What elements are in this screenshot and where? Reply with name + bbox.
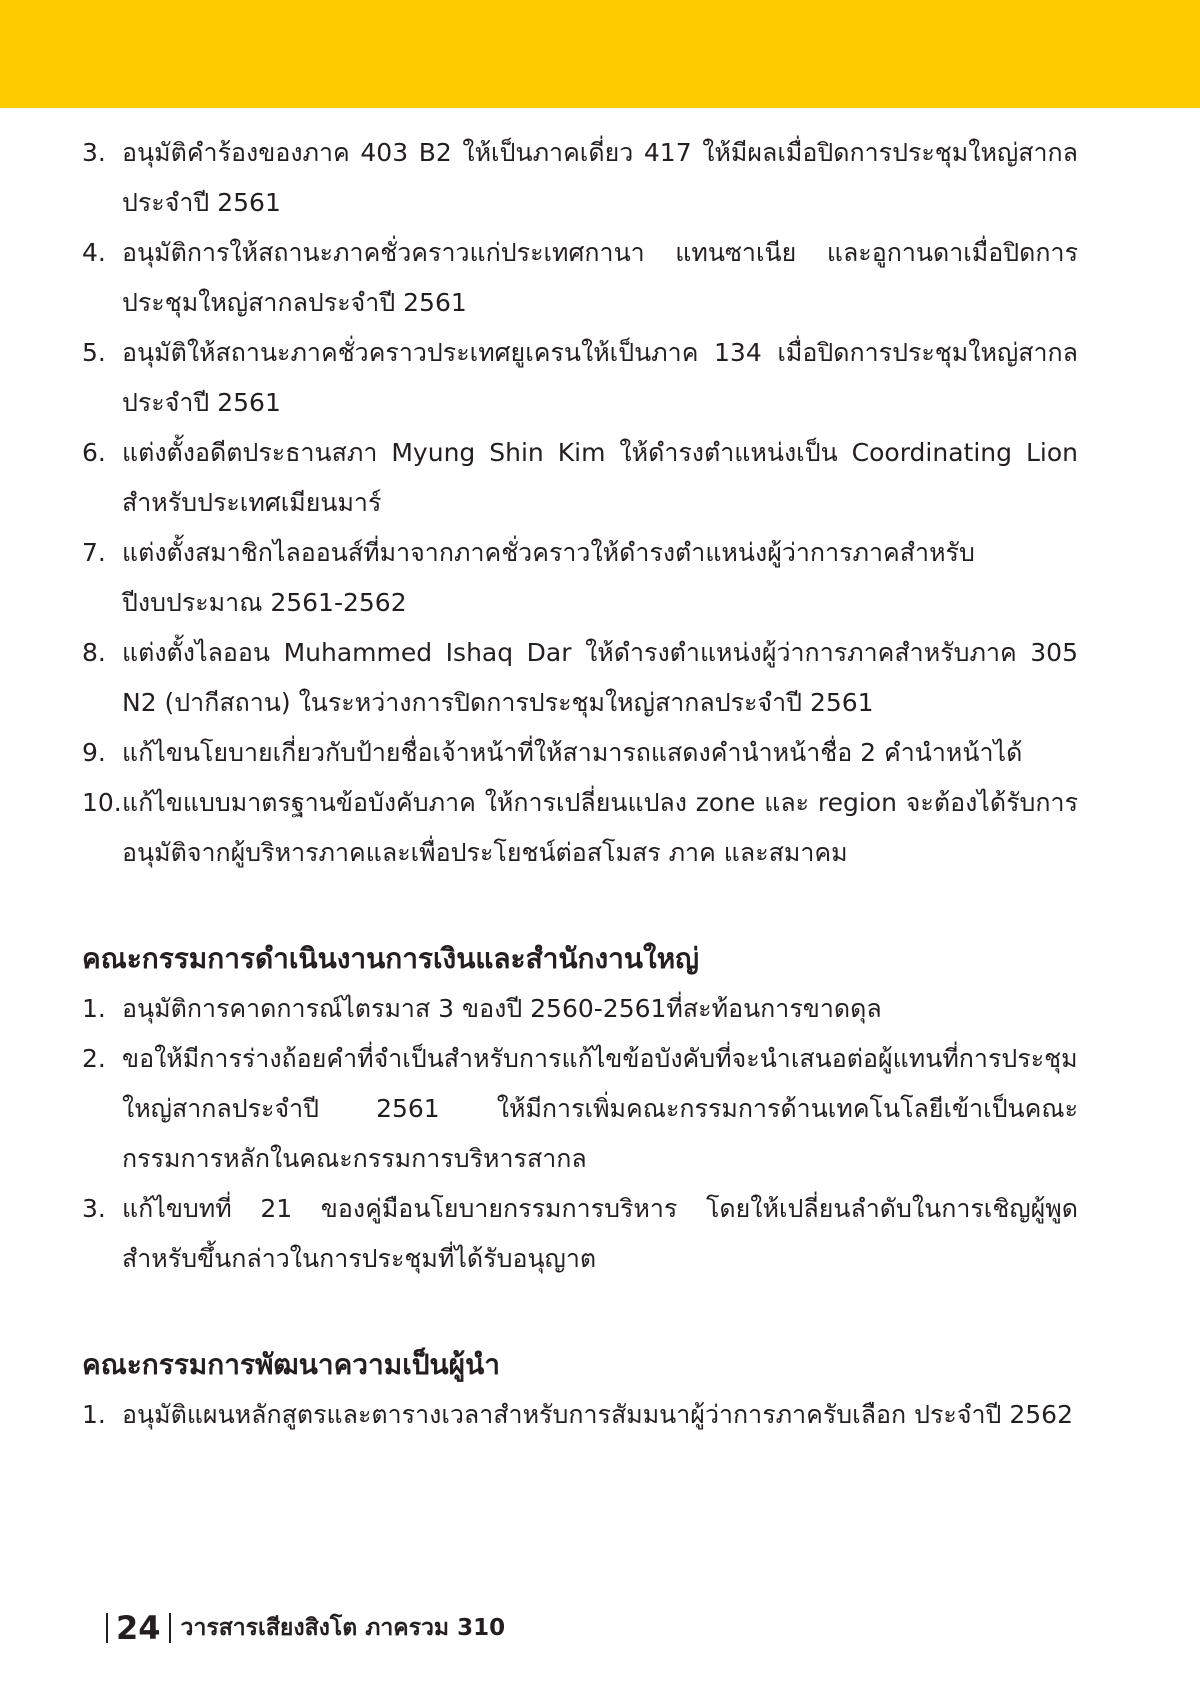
leadership-resolution-list <box>82 1390 1078 1440</box>
item-number: 4. <box>82 238 106 267</box>
page-number: 24 <box>116 1609 161 1647</box>
page-content <box>82 128 1078 1440</box>
item-number: 5. <box>82 338 106 367</box>
item-number: 2. <box>82 1044 106 1073</box>
list-item <box>82 228 1078 328</box>
item-number: 7. <box>82 538 106 567</box>
item-number: 3. <box>82 1194 106 1223</box>
item-text: อนุมัติให้สถานะภาคชั่วคราวประเทศยูเครนให้เป็นภาค 134 เมื่อปิดการประชุมใหญ่สากลประจำปี 2561 <box>122 338 1078 417</box>
footer-divider <box>169 1613 171 1643</box>
section-heading-leadership: คณะกรรมการพัฒนาความเป็นผู้นำ <box>82 1348 500 1381</box>
page-footer <box>106 1608 505 1648</box>
list-item <box>82 728 1078 778</box>
resolution-list <box>82 128 1078 878</box>
item-number: 3. <box>82 138 106 167</box>
list-item <box>82 428 1078 528</box>
item-text: อนุมัติแผนหลักสูตรและตารางเวลาสำหรับการสัมมนาผู้ว่าการภาครับเลือก ประจำปี 2562 <box>122 1400 1073 1429</box>
item-text: อนุมัติการคาดการณ์ไตรมาส 3 ของปี 2560-2561ที่สะท้อนการขาดดุล <box>122 994 882 1023</box>
item-text: แก้ไขนโยบายเกี่ยวกับป้ายชื่อเจ้าหน้าที่ให้สามารถแสดงคำนำหน้าชื่อ 2 คำนำหน้าได้ <box>122 738 1023 767</box>
list-item <box>82 128 1078 228</box>
list-item <box>82 984 1078 1034</box>
list-item <box>82 1184 1078 1284</box>
item-number: 9. <box>82 738 106 767</box>
item-text: แต่งตั้งไลออน Muhammed Ishaq Dar ให้ดำรงตำแหน่งผู้ว่าการภาคสำหรับภาค 305 N2 (ปากีสถาน) ในระหว่างการปิดการประชุมใหญ่สากลประจำปี 2561 <box>122 638 1078 717</box>
item-text: แต่งตั้งสมาชิกไลออนส์ที่มาจากภาคชั่วคราวให้ดำรงตำแหน่งผู้ว่าการภาคสำหรับปีงบประมาณ 2561-2562 <box>122 538 975 617</box>
list-item <box>82 1034 1078 1184</box>
item-text: แก้ไขบทที่ 21 ของคู่มือนโยบายกรรมการบริหาร โดยให้เปลี่ยนลำดับในการเชิญผู้พูดสำหรับขึ้นกล่าวในการประชุมที่ได้รับอนุญาต <box>122 1194 1078 1273</box>
section-heading-finance: คณะกรรมการดำเนินงานการเงินและสำนักงานใหญ่ <box>82 942 700 975</box>
item-number: 6. <box>82 438 106 467</box>
item-text: แก้ไขแบบมาตรฐานข้อบังคับภาค ให้การเปลี่ยนแปลง zone และ region จะต้องได้รับการอนุมัติจากผู้บริหารภาคและเพื่อประโยชน์ต่อสโมสร ภาค และสมาคม <box>122 788 1078 867</box>
list-item <box>82 328 1078 428</box>
header-color-band <box>0 0 1200 108</box>
publication-title: วารสารเสียงสิงโต ภาครวม 310 <box>180 1615 506 1641</box>
finance-resolution-list <box>82 984 1078 1284</box>
list-item <box>82 1390 1078 1440</box>
item-text: แต่งตั้งอดีตประธานสภา Myung Shin Kim ให้ดำรงตำแหน่งเป็น Coordinating Lion สำหรับประเทศเมียนมาร์ <box>122 438 1078 517</box>
item-number: 1. <box>82 1400 106 1429</box>
list-item <box>82 628 1078 728</box>
item-text: ขอให้มีการร่างถ้อยคำที่จำเป็นสำหรับการแก้ไขข้อบังคับที่จะนำเสนอต่อผู้แทนที่การประชุมใหญ่สากลประจำปี 2561 ให้มีการเพิ่มคณะกรรมการด้านเทคโนโลยีเข้าเป็นคณะกรรมการหลักในคณะกรรมการบริหารสากล <box>122 1044 1078 1173</box>
item-number: 10. <box>82 788 122 817</box>
list-item <box>82 528 1078 628</box>
item-text: อนุมัติคำร้องของภาค 403 B2 ให้เป็นภาคเดี่ยว 417 ให้มีผลเมื่อปิดการประชุมใหญ่สากลประจำปี 2561 <box>122 138 1078 217</box>
item-number: 1. <box>82 994 106 1023</box>
footer-divider <box>106 1613 108 1643</box>
item-text: อนุมัติการให้สถานะภาคชั่วคราวแก่ประเทศกานา แทนซาเนีย และอูกานดาเมื่อปิดการประชุมใหญ่สากลประจำปี 2561 <box>122 238 1078 317</box>
list-item <box>82 778 1078 878</box>
item-number: 8. <box>82 638 106 667</box>
